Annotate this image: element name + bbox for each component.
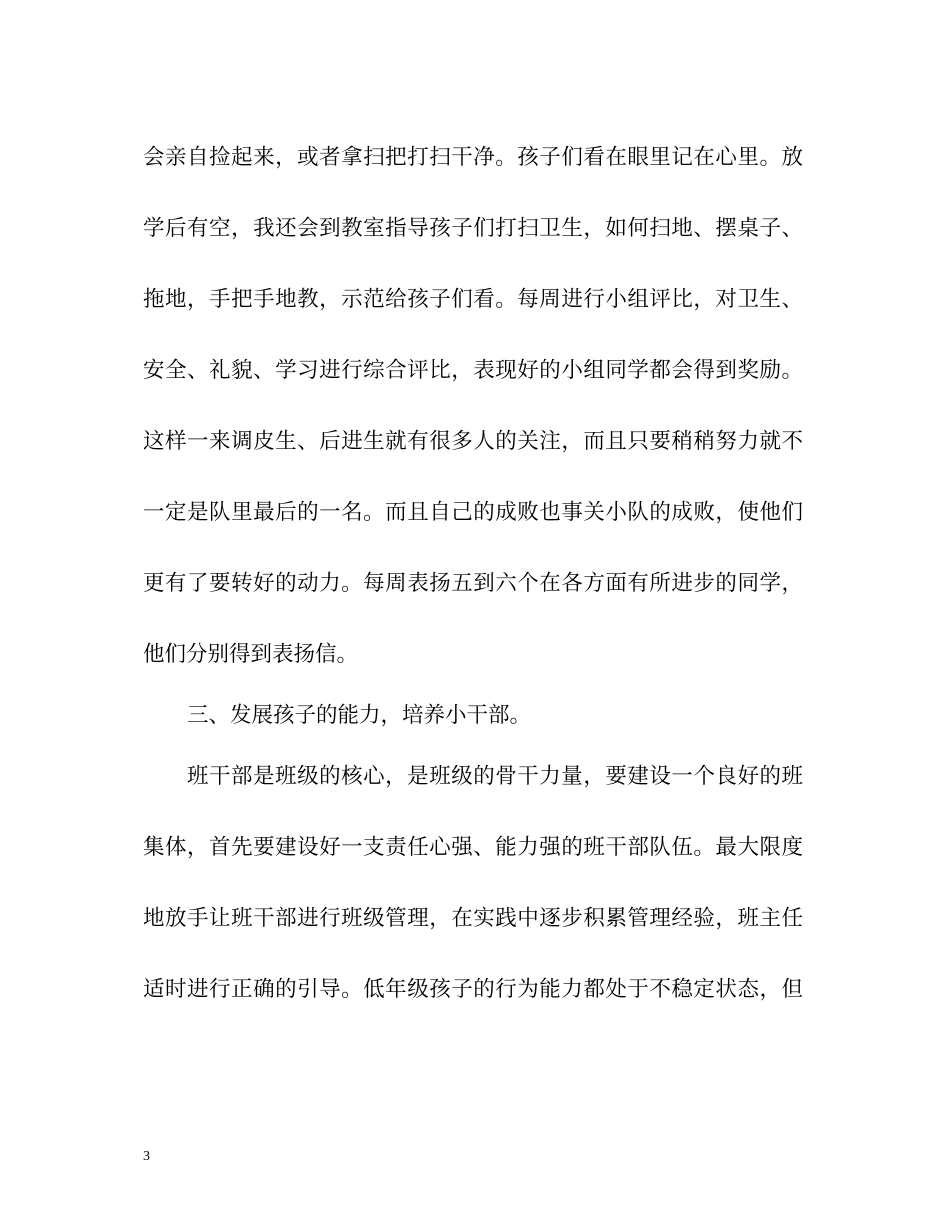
text-line: 学后有空，我还会到教室指导孩子们打扫卫生，如何扫地、摆桌子、 xyxy=(143,216,803,241)
text-line: 适时进行正确的引导。低年级孩子的行为能力都处于不稳定状态，但 xyxy=(143,977,803,1002)
text-line: 他们分别得到表扬信。 xyxy=(143,642,359,667)
text-line: 一定是队里最后的一名。而且自己的成败也事关小队的成败，使他们 xyxy=(143,500,803,525)
text-line: 这样一来调皮生、后进生就有很多人的关注，而且只要稍稍努力就不 xyxy=(143,429,803,454)
page-number: 3 xyxy=(143,1149,150,1164)
text-line: 拖地，手把手地教，示范给孩子们看。每周进行小组评比，对卫生、 xyxy=(143,287,803,312)
text-line: 集体，首先要建设好一支责任心强、能力强的班干部队伍。最大限度 xyxy=(143,835,803,860)
section-heading: 三、发展孩子的能力，培养小干部。 xyxy=(187,703,532,728)
text-line: 更有了要转好的动力。每周表扬五到六个在各方面有所进步的同学， xyxy=(143,571,803,596)
text-line: 会亲自捡起来，或者拿扫把打扫干净。孩子们看在眼里记在心里。放 xyxy=(143,145,803,170)
text-line: 地放手让班干部进行班级管理，在实践中逐步积累管理经验，班主任 xyxy=(143,906,803,931)
text-line: 安全、礼貌、学习进行综合评比，表现好的小组同学都会得到奖励。 xyxy=(143,358,803,383)
text-line: 班干部是班级的核心，是班级的骨干力量，要建设一个良好的班 xyxy=(187,764,803,789)
